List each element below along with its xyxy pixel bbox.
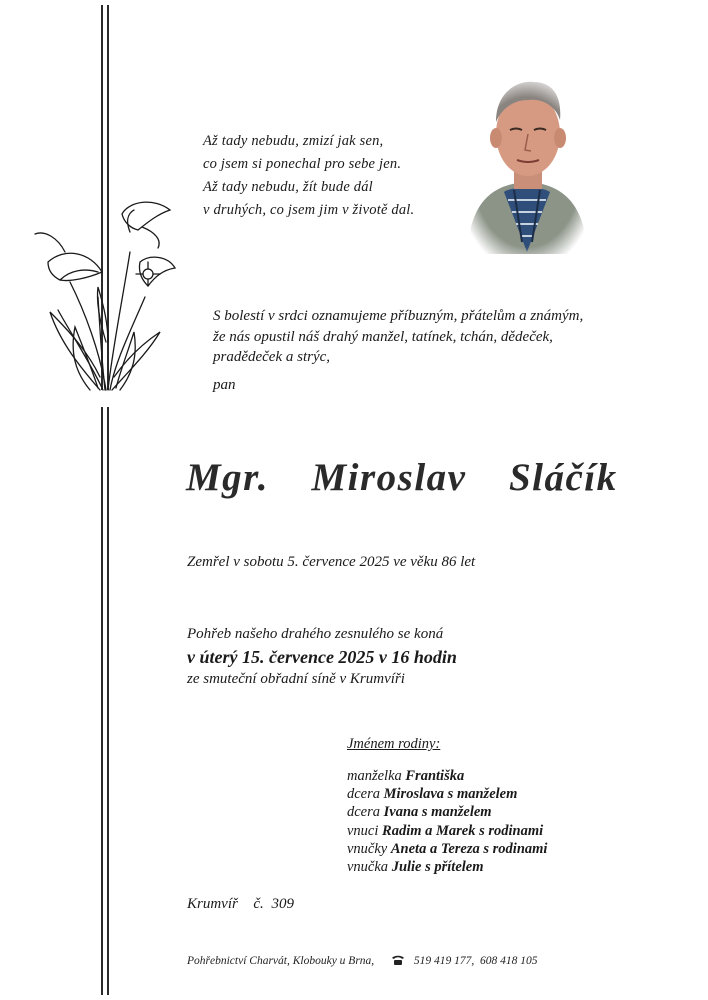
residence-address: Krumvíř č. 309 — [187, 896, 294, 912]
death-notice: Zemřel v sobotu 5. července 2025 ve věku 86 let — [187, 554, 476, 570]
phone-numbers: 519 419 177, 608 418 105 — [413, 955, 538, 967]
funeral-date: v úterý 15. července 2025 v 16 hodin — [187, 647, 457, 667]
family-member-name: Julie s přítelem — [391, 859, 484, 876]
family-member — [347, 840, 547, 858]
phone-icon — [391, 955, 405, 965]
family-member — [347, 803, 547, 821]
poem-line: v druhých, co jsem jim v životě dal. — [203, 202, 415, 218]
portrait-photo — [462, 72, 592, 254]
family-member — [347, 785, 547, 803]
funeral-details — [187, 624, 457, 690]
salutation: pan — [213, 377, 236, 393]
family-member-name: Radim a Marek s rodinami — [382, 822, 544, 839]
left-border-line-inner-lower — [107, 407, 109, 995]
poem-line: co jsem si ponechal pro sebe jen. — [203, 156, 402, 172]
family-member-name: Ivana s manželem — [383, 804, 492, 821]
left-border-line-outer-lower — [101, 407, 103, 995]
family-relation: vnučka — [347, 859, 389, 876]
family-relation: manželka — [347, 768, 402, 784]
funeral-location: ze smuteční obřadní síně v Krumvíři — [187, 671, 405, 687]
family-member-name: Františka — [405, 768, 465, 784]
funeral-company: Pohřebnictví Charvát, Klobouky u Brna, — [187, 955, 375, 967]
announcement-text — [213, 306, 583, 368]
family-list — [347, 767, 547, 876]
family-heading: Jménem rodiny: — [347, 736, 441, 752]
poem-line: Až tady nebudu, žít bude dál — [203, 179, 373, 195]
family-member — [347, 822, 547, 840]
family-member — [347, 767, 547, 785]
family-relation: vnuci — [347, 822, 379, 839]
deceased-name: Mgr. Miroslav Sláčík — [186, 456, 618, 499]
announcement-line: pradědeček a strýc, — [213, 349, 331, 365]
family-member-name: Aneta a Tereza s rodinami — [390, 840, 548, 857]
family-member — [347, 858, 547, 876]
calla-lily-icon — [30, 192, 180, 392]
announcement-line: S bolestí v srdci oznamujeme příbuzným, přátelům a známým, — [213, 308, 584, 324]
family-relation: vnučky — [347, 840, 388, 857]
family-member-name: Miroslava s manželem — [383, 786, 518, 803]
poem-line: Až tady nebudu, zmizí jak sen, — [203, 133, 384, 149]
footer — [187, 955, 538, 967]
funeral-intro: Pohřeb našeho drahého zesnulého se koná — [187, 626, 444, 642]
announcement-line: že nás opustil náš drahý manžel, tatínek, tchán, dědeček, — [213, 328, 553, 345]
family-relation: dcera — [347, 804, 381, 821]
family-relation: dcera — [347, 786, 381, 803]
poem — [203, 130, 414, 222]
